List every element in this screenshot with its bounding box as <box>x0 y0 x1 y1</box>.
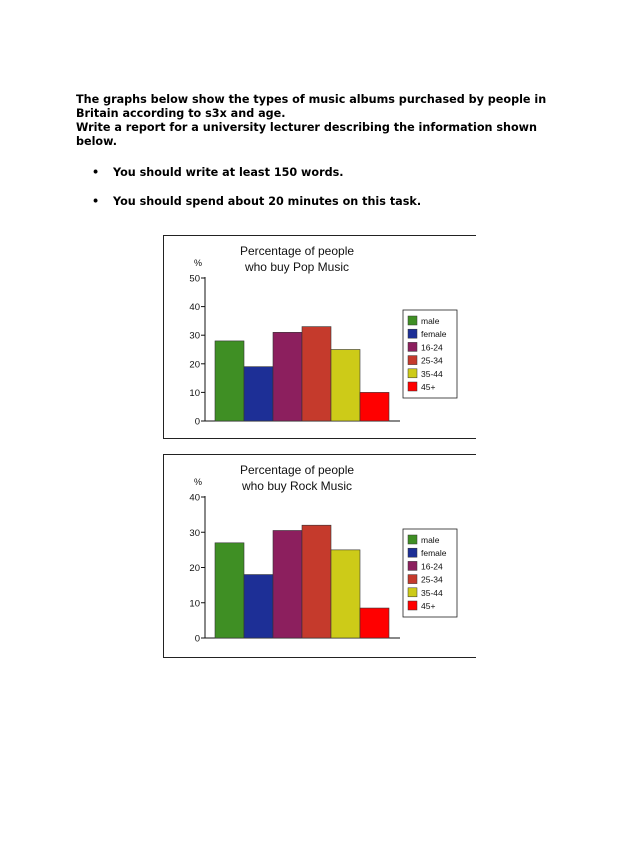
requirement-item: • You should spend about 20 minutes on this task. <box>92 195 422 208</box>
y-tick-label: 0 <box>194 416 200 428</box>
legend-swatch-45+ <box>408 601 417 610</box>
legend-label-16-24: 16-24 <box>421 561 443 572</box>
y-axis-label: % <box>194 258 203 268</box>
bullet-icon: • <box>92 166 100 179</box>
y-tick-label: 40 <box>189 302 200 314</box>
legend-label-35-44: 35-44 <box>421 368 443 379</box>
chart-title-line: Percentage of people <box>239 244 355 258</box>
y-tick-label: 40 <box>189 492 200 504</box>
legend-swatch-25-34 <box>408 356 417 365</box>
bar-16-24 <box>273 332 302 421</box>
bar-25-34 <box>302 327 331 421</box>
legend-swatch-16-24 <box>408 342 417 351</box>
legend-label-16-24: 16-24 <box>421 342 443 353</box>
legend-swatch-16-24 <box>408 561 417 570</box>
legend-label-25-34: 25-34 <box>421 574 443 585</box>
pop-music-chart-svg <box>164 236 476 438</box>
bar-35-44 <box>331 350 360 422</box>
y-tick-label: 20 <box>189 359 200 371</box>
y-tick-label: 10 <box>189 598 200 610</box>
y-axis-label: % <box>194 477 203 487</box>
legend-label-female: female <box>421 329 447 340</box>
legend-swatch-male <box>408 316 417 325</box>
rock-music-chart-svg <box>164 455 476 657</box>
chart-title-line: Percentage of people <box>239 463 355 477</box>
legend-label-male: male <box>421 535 440 545</box>
task-prompt <box>76 93 576 224</box>
bar-female <box>244 575 273 638</box>
y-tick-label: 30 <box>189 527 200 539</box>
requirement-item: • You should write at least 150 words. <box>92 166 344 179</box>
y-tick-label: 10 <box>189 387 200 399</box>
bullet-icon: • <box>92 195 100 208</box>
bar-female <box>244 367 273 421</box>
bar-35-44 <box>331 550 360 638</box>
y-tick-label: 0 <box>194 633 200 645</box>
legend-swatch-35-44 <box>408 588 417 597</box>
bar-16-24 <box>273 530 302 638</box>
chart-title-line: who buy Rock Music <box>241 479 353 493</box>
bar-45+ <box>360 392 389 421</box>
bar-45+ <box>360 608 389 638</box>
y-tick-label: 50 <box>189 273 200 285</box>
legend-label-45+: 45+ <box>421 601 436 611</box>
requirements-list <box>76 166 576 209</box>
task-intro: The graphs below show the types of music albums purchased by people in Britain according to s3x and age. <box>76 93 547 120</box>
legend-swatch-male <box>408 535 417 544</box>
legend-label-45+: 45+ <box>421 382 436 392</box>
legend-swatch-35-44 <box>408 369 417 378</box>
chart-title-line: who buy Pop Music <box>244 260 350 274</box>
y-tick-label: 20 <box>189 563 200 574</box>
legend-label-female: female <box>421 548 447 559</box>
legend-swatch-female <box>408 548 417 557</box>
bar-male <box>215 543 244 638</box>
legend-label-35-44: 35-44 <box>421 587 443 598</box>
legend-swatch-25-34 <box>408 575 417 584</box>
rock-music-chart <box>163 454 476 658</box>
pop-music-chart <box>163 235 476 439</box>
bar-25-34 <box>302 525 331 638</box>
task-instruction: Write a report for a university lecturer describing the information shown below. <box>76 121 537 148</box>
legend-swatch-45+ <box>408 382 417 391</box>
y-tick-label: 30 <box>189 330 200 342</box>
legend-swatch-female <box>408 329 417 338</box>
legend-label-male: male <box>421 316 440 326</box>
bar-male <box>215 341 244 421</box>
legend-label-25-34: 25-34 <box>421 355 443 366</box>
